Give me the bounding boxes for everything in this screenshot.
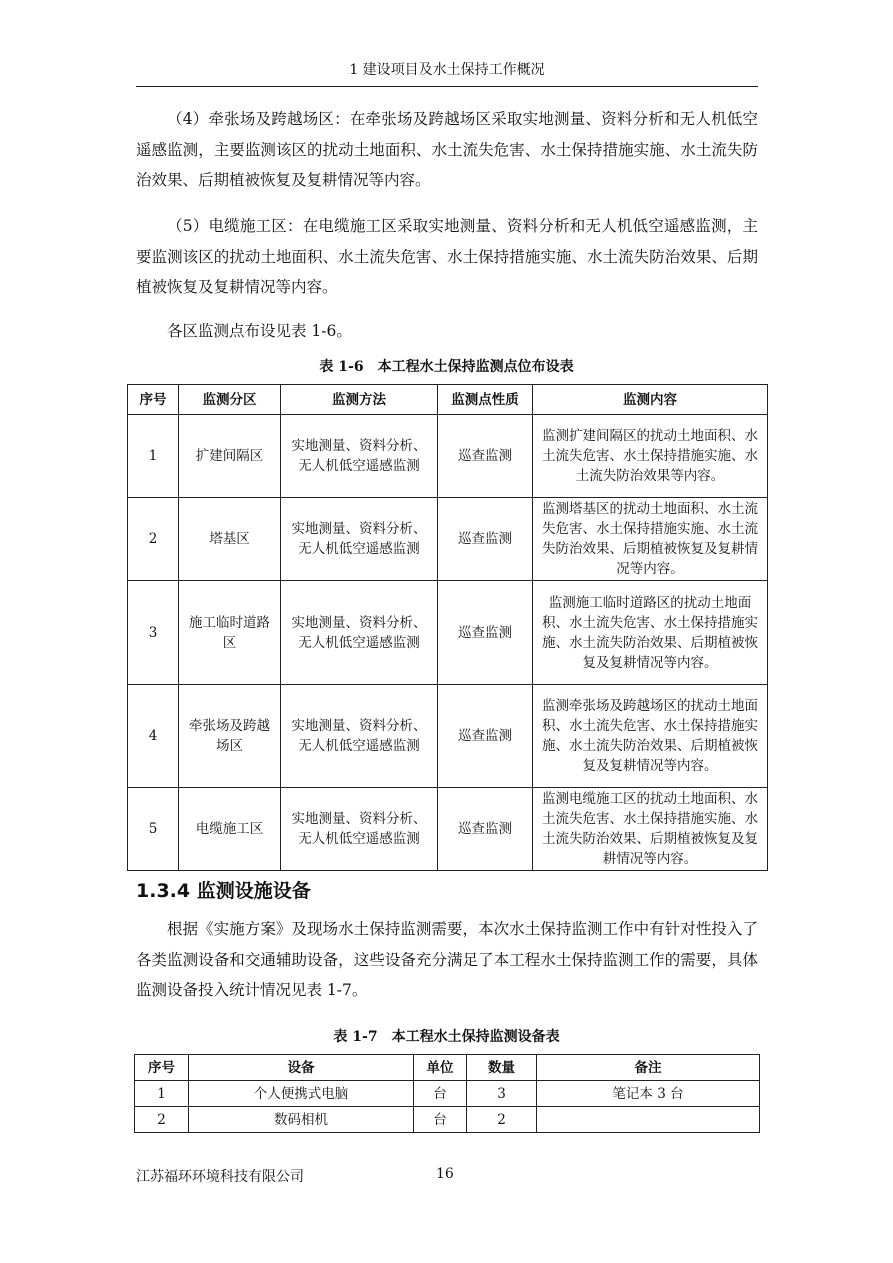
table-row <box>135 1107 760 1133</box>
table-cell: 实地测量、资料分析、无人机低空遥感监测 <box>281 788 438 871</box>
table-cell: 扩建间隔区 <box>179 415 281 498</box>
table-1-6-caption-text: 本工程水土保持监测点位布设表 <box>377 359 574 375</box>
table-cell: 巡查监测 <box>438 498 533 581</box>
table-cell: 2 <box>467 1107 537 1133</box>
table-cell: 监测扩建间隔区的扰动土地面积、水土流失危害、水土保持措施实施、水土流失防治效果等内容。 <box>533 415 768 498</box>
table-cell: 台 <box>414 1107 467 1133</box>
table-1-7-caption-text: 本工程水土保持监测设备表 <box>391 1029 560 1045</box>
table-cell: 塔基区 <box>179 498 281 581</box>
page-header <box>136 60 758 87</box>
table-cell: 实地测量、资料分析、无人机低空遥感监测 <box>281 685 438 788</box>
table-header-cell: 监测分区 <box>179 385 281 415</box>
table-1-7-caption-number: 表 1-7 <box>333 1029 378 1045</box>
table-row <box>128 581 768 685</box>
table-cell: 巡查监测 <box>438 788 533 871</box>
section-heading: 1.3.4 监测设施设备 <box>136 880 311 902</box>
table-1-6-caption-number: 表 1-6 <box>319 359 364 375</box>
table-cell: 牵张场及跨越场区 <box>179 685 281 788</box>
table-cell: 4 <box>128 685 179 788</box>
paragraph-cable-area: （5）电缆施工区：在电缆施工区采取实地测量、资料分析和无人机低空遥感监测，主要监测该区的扰动土地面积、水土流失危害、水土保持措施实施、水土流失防治效果、后期植被恢复及复耕情况等内容。 <box>136 217 758 296</box>
table-header-cell: 序号 <box>135 1055 189 1081</box>
table-cell: 笔记本 3 台 <box>537 1081 760 1107</box>
table-cell: 个人便携式电脑 <box>189 1081 414 1107</box>
table-header-row <box>135 1055 760 1081</box>
table-cell: 实地测量、资料分析、无人机低空遥感监测 <box>281 498 438 581</box>
footer-company: 江苏福环环境科技有限公司 <box>136 1169 304 1185</box>
table-cell: 1 <box>128 415 179 498</box>
table-cell: 施工临时道路区 <box>179 581 281 685</box>
table-cell: 电缆施工区 <box>179 788 281 871</box>
table-cell: 巡查监测 <box>438 581 533 685</box>
table-cell: 实地测量、资料分析、无人机低空遥感监测 <box>281 581 438 685</box>
table-header-cell: 序号 <box>128 385 179 415</box>
table-row <box>128 685 768 788</box>
table-cell: 数码相机 <box>189 1107 414 1133</box>
table-cell: 监测塔基区的扰动土地面积、水土流失危害、水土保持措施实施、水土流失防治效果、后期植被恢复及复耕情况等内容。 <box>533 498 768 581</box>
table-header-cell: 备注 <box>537 1055 760 1081</box>
table-1-7-caption <box>0 1026 893 1046</box>
page-header-title: 1 建设项目及水土保持工作概况 <box>349 62 545 78</box>
table-1-6-caption <box>0 356 893 376</box>
table-row <box>135 1081 760 1107</box>
table-header-cell: 监测内容 <box>533 385 768 415</box>
table-cell: 监测电缆施工区的扰动土地面积、水土流失危害、水土保持措施实施、水土流失防治效果、后期植被恢复及复耕情况等内容。 <box>533 788 768 871</box>
table-cell: 台 <box>414 1081 467 1107</box>
table-cell: 巡查监测 <box>438 685 533 788</box>
table-cell: 3 <box>128 581 179 685</box>
table-header-cell: 单位 <box>414 1055 467 1081</box>
table-row <box>128 415 768 498</box>
table-cell: 2 <box>135 1107 189 1133</box>
footer-page-number: 16 <box>436 1166 454 1182</box>
table-header-row <box>128 385 768 415</box>
table-cell: 巡查监测 <box>438 415 533 498</box>
table-row <box>128 498 768 581</box>
table-cell: 监测施工临时道路区的扰动土地面积、水土流失危害、水土保持措施实施、水土流失防治效果、后期植被恢复及复耕情况等内容。 <box>533 581 768 685</box>
table-cell: 实地测量、资料分析、无人机低空遥感监测 <box>281 415 438 498</box>
table-header-cell: 设备 <box>189 1055 414 1081</box>
table-row <box>128 788 768 871</box>
equipment-table <box>134 1054 760 1133</box>
table-cell <box>537 1107 760 1133</box>
paragraph-stringing-area: （4）牵张场及跨越场区：在牵张场及跨越场区采取实地测量、资料分析和无人机低空遥感监测，主要监测该区的扰动土地面积、水土流失危害、水土保持措施实施、水土流失防治效果、后期植被恢复及复耕情况等内容。 <box>136 110 758 189</box>
table-cell: 2 <box>128 498 179 581</box>
table-header-cell: 数量 <box>467 1055 537 1081</box>
paragraph-equipment: 根据《实施方案》及现场水土保持监测需要，本次水土保持监测工作中有针对性投入了各类监测设备和交通辅助设备，这些设备充分满足了本工程水土保持监测工作的需要，具体监测设备投入统计情况见表 1-7。 <box>136 920 758 999</box>
paragraph-table-ref: 各区监测点布设见表 1-6。 <box>167 322 352 340</box>
table-header-cell: 监测点性质 <box>438 385 533 415</box>
table-cell: 5 <box>128 788 179 871</box>
table-cell: 1 <box>135 1081 189 1107</box>
table-cell: 监测牵张场及跨越场区的扰动土地面积、水土流失危害、水土保持措施实施、水土流失防治效果、后期植被恢复及复耕情况等内容。 <box>533 685 768 788</box>
table-cell: 3 <box>467 1081 537 1107</box>
table-header-cell: 监测方法 <box>281 385 438 415</box>
monitoring-points-table <box>127 384 768 871</box>
